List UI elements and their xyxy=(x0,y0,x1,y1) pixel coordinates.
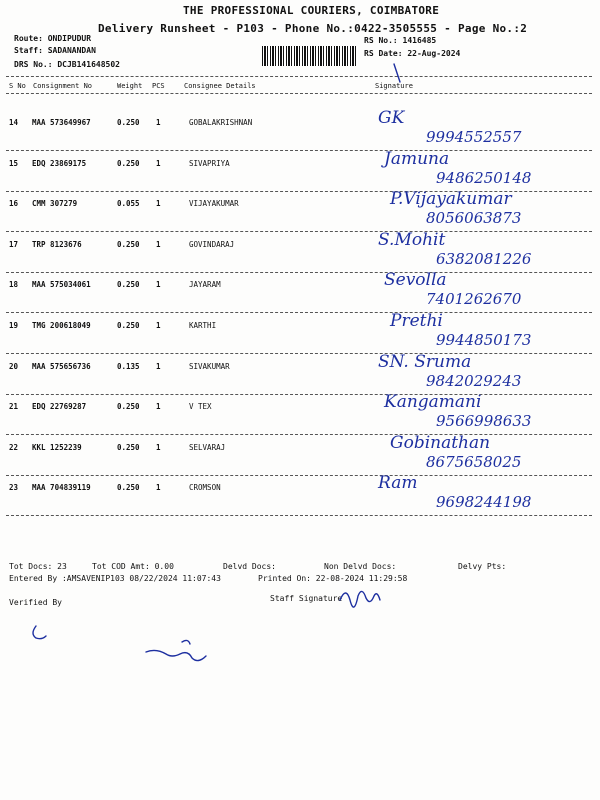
route: Route: ONDIPUDUR xyxy=(14,34,92,43)
row-consignee: SIVAPRIYA xyxy=(189,158,230,168)
col-consignment: Consignment No xyxy=(33,82,93,90)
row-sno: 19 xyxy=(9,321,19,330)
rs-number: RS No.: 1416485 xyxy=(364,36,437,45)
row-pcs: 1 xyxy=(156,321,161,330)
verifier-signature xyxy=(146,640,206,660)
row-consignment-no: TMG 200618049 xyxy=(32,321,91,330)
non-delvd-docs: Non Delvd Docs: xyxy=(324,562,397,571)
row-consignee: V TEX xyxy=(189,402,212,412)
row-pcs: 1 xyxy=(156,239,161,249)
row-pcs: 1 xyxy=(156,402,161,412)
row-pcs: 1 xyxy=(156,199,161,209)
row-weight: 0.250 xyxy=(117,321,140,330)
row-consignee: GOVINDARAJ xyxy=(189,239,235,249)
row-sno: 15 xyxy=(9,158,19,168)
recipient-signature: Gobinathan xyxy=(390,432,491,453)
row-sno: 20 xyxy=(9,361,19,371)
recipient-phone: 7401262670 xyxy=(426,290,522,309)
row-weight: 0.055 xyxy=(117,199,140,209)
recipient-phone: 9944850173 xyxy=(436,331,532,349)
entered-by: Entered By :AMSAVENIP103 08/22/2024 11:07:43 xyxy=(9,574,221,583)
header-pen-mark xyxy=(394,64,400,82)
recipient-signature: Sevolla xyxy=(384,270,447,291)
recipient-phone: 6382081226 xyxy=(436,249,532,268)
staff-signature-label: Staff Signature xyxy=(270,594,343,603)
recipient-phone: 8675658025 xyxy=(426,452,522,471)
row-consignee: CROMSON xyxy=(189,483,221,493)
recipient-phone: 9994552557 xyxy=(426,128,522,146)
row-pcs: 1 xyxy=(156,361,161,371)
row-weight: 0.250 xyxy=(117,118,140,127)
col-pcs: PCS xyxy=(152,82,165,90)
verified-by: Verified By xyxy=(9,598,62,607)
recipient-signature: GK xyxy=(378,108,405,128)
row-consignment-no: TRP 8123676 xyxy=(32,239,82,249)
row-weight: 0.250 xyxy=(117,158,140,168)
row-sno: 18 xyxy=(9,280,19,290)
recipient-signature: SN. Sruma xyxy=(378,351,472,372)
row-sno: 14 xyxy=(9,118,19,127)
rs-date: RS Date: 22-Aug-2024 xyxy=(364,49,461,58)
recipient-phone: 9698244198 xyxy=(436,493,532,512)
company-title: THE PROFESSIONAL COURIERS, COIMBATORE xyxy=(183,4,440,17)
recipient-phone: 9566998633 xyxy=(436,412,532,431)
col-consignee: Consignee Details xyxy=(184,82,256,90)
col-weight: Weight xyxy=(117,82,143,90)
row-pcs: 1 xyxy=(156,280,161,290)
staff-signature-scribble xyxy=(340,591,380,607)
recipient-signature: Prethi xyxy=(390,311,443,331)
row-pcs: 1 xyxy=(156,442,161,452)
col-sno: S No xyxy=(9,82,26,90)
row-consignee: KARTHI xyxy=(189,321,217,330)
recipient-signature: P.Vijayakumar xyxy=(390,189,512,210)
row-consignee: SIVAKUMAR xyxy=(189,361,230,371)
delvy-pts: Delvy Pts: xyxy=(458,562,507,571)
printed-on: Printed On: 22-08-2024 11:29:58 xyxy=(258,574,408,583)
recipient-signature: Jamuna xyxy=(384,148,450,169)
row-weight: 0.250 xyxy=(117,239,140,249)
row-sno: 21 xyxy=(9,402,19,412)
row-consignment-no: MAA 575656736 xyxy=(32,361,91,371)
row-consignee: VIJAYAKUMAR xyxy=(189,199,239,209)
row-consignment-no: MAA 575034061 xyxy=(32,280,91,290)
row-sno: 22 xyxy=(9,442,19,452)
verifier-mark xyxy=(33,626,46,639)
row-sno: 16 xyxy=(9,199,19,209)
row-pcs: 1 xyxy=(156,118,161,127)
row-consignee: GOBALAKRISHNAN xyxy=(189,118,253,127)
staff: Staff: SADANANDAN xyxy=(14,46,96,55)
tot-cod: Tot COD Amt: 0.00 xyxy=(92,562,174,571)
row-pcs: 1 xyxy=(156,483,161,493)
row-weight: 0.250 xyxy=(117,280,140,290)
drs-number: DRS No.: DCJB141648502 xyxy=(14,60,120,69)
row-weight: 0.250 xyxy=(117,442,140,452)
row-weight: 0.135 xyxy=(117,361,140,371)
recipient-signature: Kangamani xyxy=(384,392,482,413)
row-consignment-no: EDQ 22769287 xyxy=(32,402,87,412)
recipient-phone: 9486250148 xyxy=(436,168,532,187)
col-signature: Signature xyxy=(375,82,413,90)
row-sno: 17 xyxy=(9,239,19,249)
row-weight: 0.250 xyxy=(117,483,140,493)
tot-docs: Tot Docs: 23 xyxy=(9,562,67,571)
row-pcs: 1 xyxy=(156,158,161,168)
row-sno: 23 xyxy=(9,483,19,493)
runsheet-title: Delivery Runsheet - P103 - Phone No.:0422-3505555 - Page No.:2 xyxy=(98,22,528,35)
row-consignment-no: MAA 573649967 xyxy=(32,118,91,127)
recipient-signature: Ram xyxy=(378,473,418,494)
delvd-docs: Delvd Docs: xyxy=(223,562,276,571)
row-consignment-no: MAA 704839119 xyxy=(32,483,91,493)
row-consignee: SELVARAJ xyxy=(189,442,226,452)
recipient-signature: S.Mohit xyxy=(378,229,446,250)
row-consignee: JAYARAM xyxy=(189,280,221,290)
row-consignment-no: EDQ 23869175 xyxy=(32,158,87,168)
recipient-phone: 9842029243 xyxy=(426,371,522,390)
recipient-phone: 8056063873 xyxy=(426,209,522,228)
row-consignment-no: CMM 307279 xyxy=(32,199,78,209)
row-weight: 0.250 xyxy=(117,402,140,412)
row-consignment-no: KKL 1252239 xyxy=(32,442,82,452)
